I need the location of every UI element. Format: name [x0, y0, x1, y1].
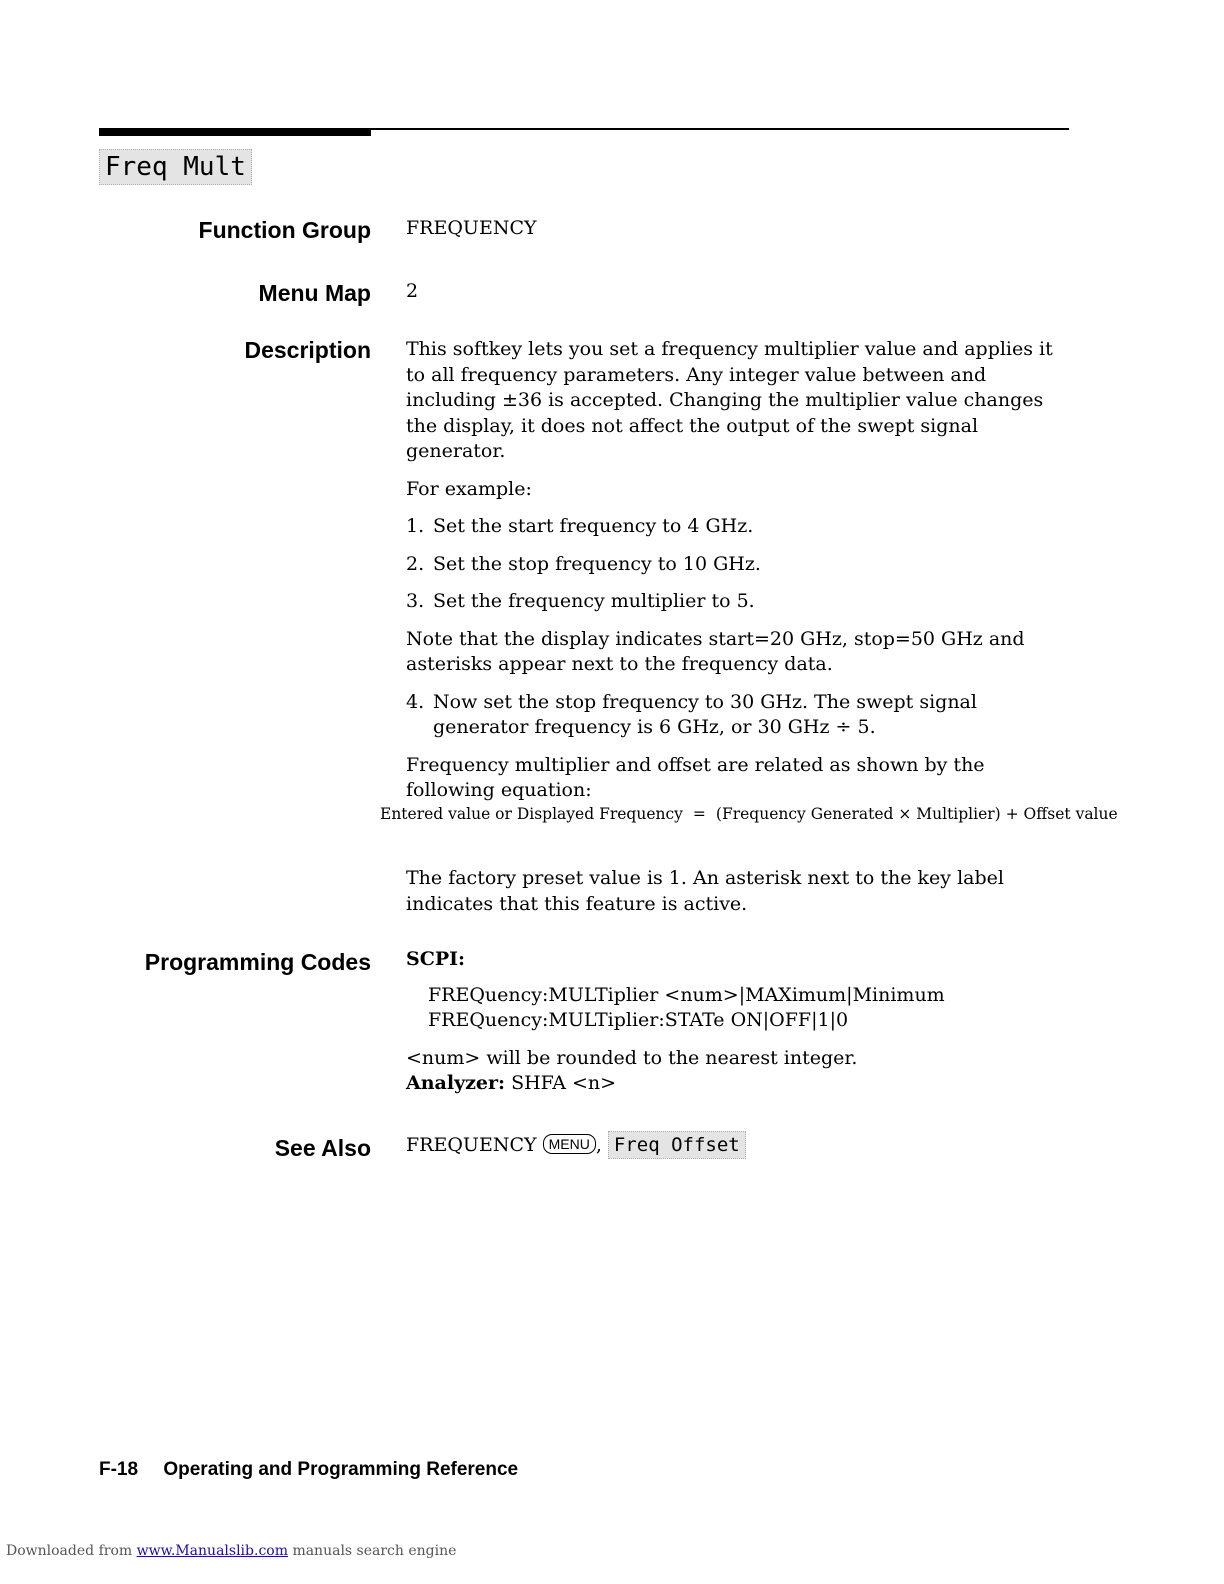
list-text: Set the start frequency to 4 GHz. — [433, 515, 754, 537]
list-item — [406, 552, 1076, 578]
equation-operator: = — [692, 805, 706, 823]
list-item — [406, 589, 1076, 615]
list-number: 2. — [406, 552, 425, 575]
page-footer — [99, 1458, 518, 1482]
equation-left: Entered value or Displayed Frequency — [380, 805, 683, 823]
list-text: Now set the stop frequency to 30 GHz. The swept signal generator frequency is 6 GHz, or 30 GHz ÷ 5. — [433, 690, 977, 738]
freq-offset-softkey: Freq Offset — [608, 1131, 746, 1159]
scpi-command: FREQuency:MULTiplier:STATe ON|OFF|1|0 — [428, 1009, 849, 1031]
title-softkey-label: Freq Mult — [99, 149, 252, 185]
list-text: Set the frequency multiplier to 5. — [433, 590, 755, 612]
download-suffix: manuals search engine — [292, 1543, 457, 1559]
description-paragraph: This softkey lets you set a frequency multiplier value and applies it to all frequency parameters. Any integer value between and including ±36 is accepted. Changing the multiplier value changes the display, it does not affect the output of the swept signal generator. — [406, 338, 1053, 462]
download-note — [6, 1542, 456, 1560]
note-text: Note that the display indicates start=20 GHz, stop=50 GHz and asterisks appear next to the frequency data. — [406, 627, 1025, 675]
see-also-body — [406, 1133, 1076, 1159]
analyzer-line — [406, 1071, 1076, 1097]
list-number: 3. — [406, 590, 425, 612]
description-label: Description — [244, 337, 371, 363]
page-title — [99, 149, 252, 185]
relation-text: Frequency multiplier and offset are related as shown by the following equation: — [406, 753, 985, 801]
analyzer-code: SHFA <n> — [511, 1072, 617, 1094]
list-number: 1. — [406, 515, 425, 537]
footer-title: Operating and Programming Reference — [163, 1459, 519, 1480]
programming-codes-label: Programming Codes — [144, 949, 371, 975]
num-note: <num> will be rounded to the nearest integer. — [406, 1046, 858, 1069]
footer-page-number: F-18 — [99, 1459, 139, 1480]
menu-map-value: 2 — [406, 280, 419, 302]
menu-map-label: Menu Map — [258, 280, 371, 306]
scpi-command: FREQuency:MULTiplier <num>|MAXimum|Minimum — [428, 983, 945, 1006]
programming-codes-body — [406, 947, 1076, 1097]
for-example-text: For example: — [406, 477, 532, 500]
see-also-separator: , — [595, 1134, 602, 1156]
function-group-label: Function Group — [198, 217, 371, 243]
download-prefix: Downloaded from — [6, 1543, 133, 1559]
list-item — [406, 690, 1076, 741]
header-rule-thin — [371, 128, 1069, 130]
list-item — [406, 514, 1076, 540]
see-also-text: FREQUENCY — [406, 1134, 537, 1156]
scpi-label: SCPI: — [406, 948, 466, 970]
analyzer-label: Analyzer: — [406, 1072, 506, 1094]
list-text: Set the stop frequency to 10 GHz. — [433, 552, 761, 575]
see-also-label: See Also — [274, 1135, 371, 1161]
manualslib-link[interactable]: www.Manualslib.com — [136, 1543, 288, 1559]
equation — [380, 803, 1118, 825]
equation-right: (Frequency Generated × Multiplier) + Offset value — [715, 805, 1118, 823]
menu-hardkey: MENU — [543, 1134, 596, 1154]
preset-text: The factory preset value is 1. An asterisk next to the key label indicates that this feature is active. — [406, 867, 1004, 915]
function-group-value: FREQUENCY — [406, 217, 537, 239]
description-body — [406, 337, 1076, 804]
header-rule-thick — [99, 128, 371, 136]
list-number: 4. — [406, 690, 425, 713]
